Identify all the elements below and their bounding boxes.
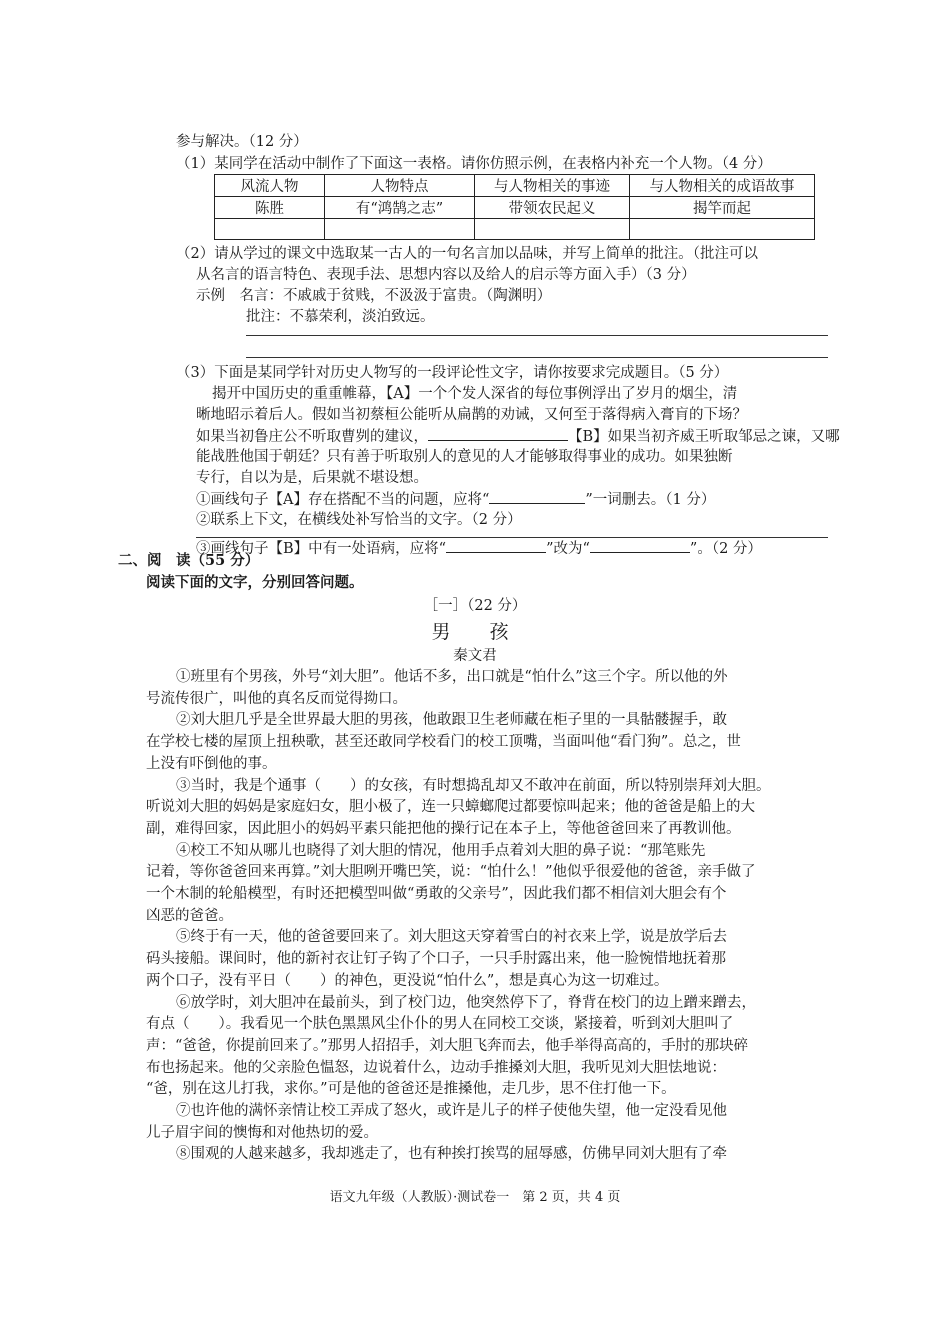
article-line: ⑦也许他的满怀亲情让校工弄成了怒火，或许是儿子的样子使他失望，他一定没看见他 <box>176 1103 727 1119</box>
q3-sub3 <box>196 538 762 559</box>
article-line: ④校工不知从哪儿也晓得了刘大胆的情况，他用手点着刘大胆的鼻子说：“那笔账先 <box>176 843 706 859</box>
article-line: 布也扬起来。他的父亲脸色愠怒，边说着什么，边动手推搡刘大胆，我听见刘大胆怯地说： <box>146 1060 726 1076</box>
figure-table <box>214 174 815 240</box>
article-line: 凶恶的爸爸。 <box>146 908 233 924</box>
table-header-cell: 人物特点 <box>325 175 475 197</box>
answer-cell[interactable] <box>215 219 325 240</box>
article-line: 号流传很广，叫他的真名反而觉得拗口。 <box>146 691 407 707</box>
answer-cell[interactable] <box>475 219 630 240</box>
fill-blank[interactable] <box>590 538 690 553</box>
article-line: 声：“爸爸，你提前回来了。”那男人招招手，刘大胆飞奔而去，他手举得高高的，手肘的那块碎 <box>146 1038 749 1054</box>
q3-sub1 <box>196 489 715 510</box>
table-row <box>215 197 815 219</box>
q2-line2: 从名言的语言特色、表现手法、思想内容以及给人的启示等方面入手）（3 分） <box>196 267 696 283</box>
q2-line1: （2）请从学过的课文中选取某一古人的一句名言加以品味，并写上简单的批注。（批注可以 <box>176 246 758 262</box>
article-author: 秦文君 <box>453 648 497 664</box>
section-heading: 二、阅 读（55 分） <box>118 552 260 569</box>
q3-sub3-mid: ”改为“ <box>546 541 590 557</box>
answer-line[interactable] <box>246 335 828 336</box>
page-footer: 语文九年级（人教版）·测试卷一 第 2 页，共 4 页 <box>329 1190 621 1205</box>
q3-sub1-tail: ”一词删去。（1 分） <box>585 492 716 508</box>
q3-sub1-text: ①画线句子【A】存在搭配不当的问题，应将“ <box>196 492 490 508</box>
article-line: 儿子眉宇间的懊悔和对他热切的爱。 <box>146 1125 378 1141</box>
q3-sub2: ②联系上下文，在横线处补写恰当的文字。（2 分） <box>196 512 522 528</box>
q1-prompt: （1）某同学在活动中制作了下面这一表格。请你仿照示例，在表格内补充一个人物。（4 分） <box>176 156 772 172</box>
article-title: 男 孩 <box>431 621 519 643</box>
q2-note: 批注：不慕荣利，淡泊致远。 <box>246 309 435 325</box>
fill-blank[interactable] <box>428 426 568 441</box>
article-line: “爸，别在这儿打我，求你。”可是他的爸爸还是推搡他，走几步，思不住打他一下。 <box>146 1081 676 1097</box>
table-cell: 带领农民起义 <box>475 197 630 219</box>
table-header-cell: 与人物相关的成语故事 <box>630 175 815 197</box>
table-cell: 有“鸿鹄之志” <box>325 197 475 219</box>
article-line: 在学校七楼的屋顶上扭秧歌，甚至还敢同学校看门的校工顶嘴，当面叫他“看门狗”。总之，世 <box>146 734 741 750</box>
q3-sub3-text: ③画线句子【B】中有一处语病，应将“ <box>196 541 447 557</box>
q3-para-line: 晰地昭示着后人。假如当初蔡桓公能听从扁鹊的劝诫，又何至于落得病入膏肓的下场？ <box>196 407 747 423</box>
article-part-label: ［一］（22 分） <box>423 598 527 614</box>
section-instruction: 阅读下面的文字，分别回答问题。 <box>146 574 364 591</box>
table-answer-row[interactable] <box>215 219 815 240</box>
article-line: 听说刘大胆的妈妈是家庭妇女，胆小极了，连一只蟑螂爬过都要惊叫起来；他的爸爸是船上的大 <box>146 799 755 815</box>
article-line: ⑥放学时，刘大胆冲在最前头，到了校门边，他突然停下了，脊背在校门的边上蹭来蹭去， <box>176 995 756 1011</box>
q3-para-line: 能战胜他国于朝廷？只有善于听取别人的意见的人才能够取得事业的成功。如果独断 <box>196 449 733 465</box>
article-line: ①班里有个男孩，外号“刘大胆”。他话不多，出口就是“怕什么”这三个字。所以他的外 <box>176 669 728 685</box>
article-line: 上没有吓倒他的事。 <box>146 756 277 772</box>
table-header-cell: 风流人物 <box>215 175 325 197</box>
article-line: ⑧围观的人越来越多，我却逃走了，也有种挨打挨骂的屈辱感，仿佛早同刘大胆有了牵 <box>176 1146 727 1162</box>
article-line: ③当时，我是个通事（ ）的女孩，有时想捣乱却又不敢冲在前面，所以特别崇拜刘大胆。 <box>176 778 771 794</box>
table-cell: 陈胜 <box>215 197 325 219</box>
fill-blank[interactable] <box>489 489 585 504</box>
article-line: 记着，等你爸爸回来再算。”刘大胆咧开嘴巴笑，说：“怕什么！”他似乎很爱他的爸爸，亲手做了 <box>146 864 756 880</box>
q3-para-line <box>196 426 840 447</box>
article-line: ②刘大胆几乎是全世界最大胆的男孩，他敢跟卫生老师藏在柜子里的一具骷髅握手，敢 <box>176 712 727 728</box>
q3-para-after-blank: 【B】如果当初齐威王听取邹忌之谏，又哪 <box>568 429 840 445</box>
table-header-row <box>215 175 815 197</box>
article-line: ⑤终于有一天，他的爸爸要回来了。刘大胆这天穿着雪白的衬衣来上学，说是放学后去 <box>176 929 727 945</box>
article-line: 副，难得回家，因此胆小的妈妈平素只能把他的操行记在本子上，等他爸爸回来了再教训他。 <box>146 821 741 837</box>
table-cell: 揭竿而起 <box>630 197 815 219</box>
q3-para-line: 专行，自以为是，后果就不堪设想。 <box>196 470 428 486</box>
fill-blank[interactable] <box>446 538 546 553</box>
article-line: 码头接船。课间时，他的新衬衣让钉子钩了个口子，一只手肘露出来，他一脸惋惜地抚着那 <box>146 951 726 967</box>
q3-para-before-blank: 如果当初鲁庄公不听取曹刿的建议， <box>196 429 428 445</box>
answer-cell[interactable] <box>630 219 815 240</box>
q-header-tail: 参与解决。（12 分） <box>176 134 308 150</box>
article-line: 一个木制的轮船模型，有时还把模型叫做“勇敢的父亲号”，因此我们都不相信刘大胆会有个 <box>146 886 727 902</box>
q3-sub3-tail: ”。（2 分） <box>689 541 762 557</box>
q2-example: 示例 名言：不戚戚于贫贱，不汲汲于富贵。（陶渊明） <box>196 288 552 304</box>
answer-line[interactable] <box>246 357 828 358</box>
q3-prompt: （3）下面是某同学针对历史人物写的一段评论性文字，请你按要求完成题目。（5 分） <box>176 365 729 381</box>
article-line: 有点（ ）。我看见一个肤色黑黑风尘仆仆的男人在同校工交谈，紧接着，听到刘大胆叫了 <box>146 1016 734 1032</box>
q3-para-line: 揭开中国历史的重重帷幕，【A】一个个发人深省的每位事例浮出了岁月的烟尘，清 <box>212 386 738 402</box>
article-line: 两个口子，没有平日（ ）的神色，更没说“怕什么”，想是真心为这一切难过。 <box>146 973 669 989</box>
answer-cell[interactable] <box>325 219 475 240</box>
table-header-cell: 与人物相关的事迹 <box>475 175 630 197</box>
